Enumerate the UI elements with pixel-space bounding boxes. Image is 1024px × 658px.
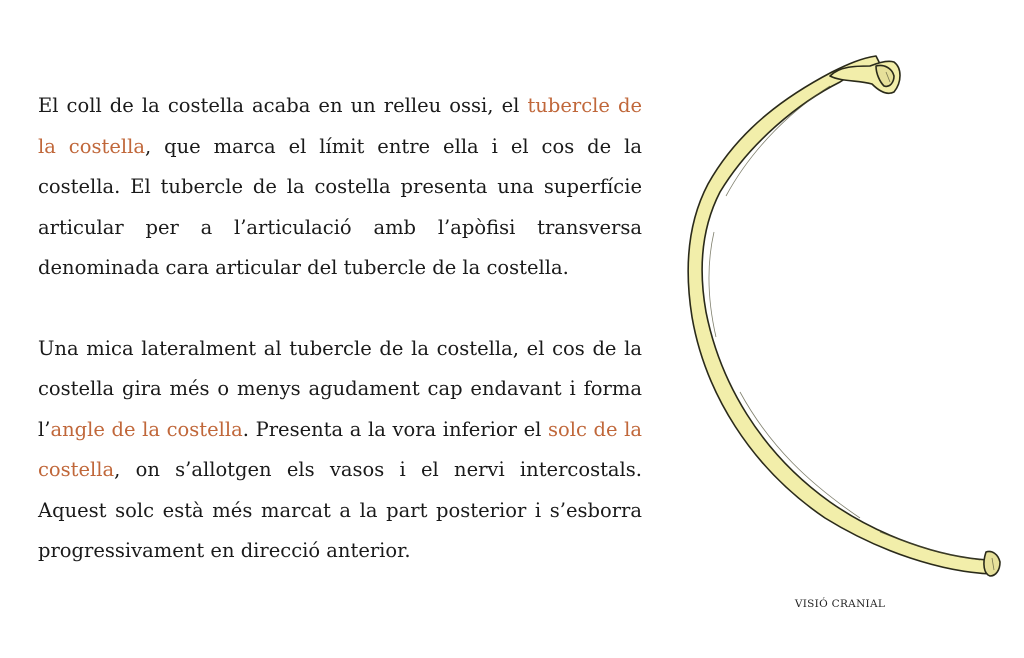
text-column xyxy=(38,86,642,572)
figure-caption: VISIÓ CRANIAL xyxy=(794,598,886,610)
term-tubercle-de-la-costella: tubercle de la costella xyxy=(38,94,642,158)
term-angle-de-la-costella: angle de la costella xyxy=(50,417,243,441)
paragraph-tubercle xyxy=(38,86,642,289)
rib-illustration xyxy=(680,52,1010,582)
paragraph-text: , que marca el límit entre ella i el cos de la costella. El tubercle de la costella presenta una superfície articular per a l’articulació amb l’apòfisi transversa denominada cara articular del tubercle de la costella. xyxy=(38,134,642,279)
paragraph-text: , on s’allotgen els vasos i el nervi intercostals. Aquest solc està més marcat a la part posterior i s’esborra progressivament en direcció anterior. xyxy=(38,458,642,562)
rib-body xyxy=(688,56,992,574)
paragraph-text: El coll de la costella acaba en un relleu ossi, el xyxy=(38,94,528,117)
paragraph-angle xyxy=(38,329,642,572)
term-solc-de-la-costella: solc de la costella xyxy=(38,417,643,481)
paragraph-text: Una mica lateralment al tubercle de la costella, el cos de la costella gira més o menys agudament cap endavant i forma l’ xyxy=(38,336,642,441)
paragraph-text: . Presenta a la vora inferior el xyxy=(242,417,548,441)
rib-anterior-end xyxy=(984,551,1000,576)
